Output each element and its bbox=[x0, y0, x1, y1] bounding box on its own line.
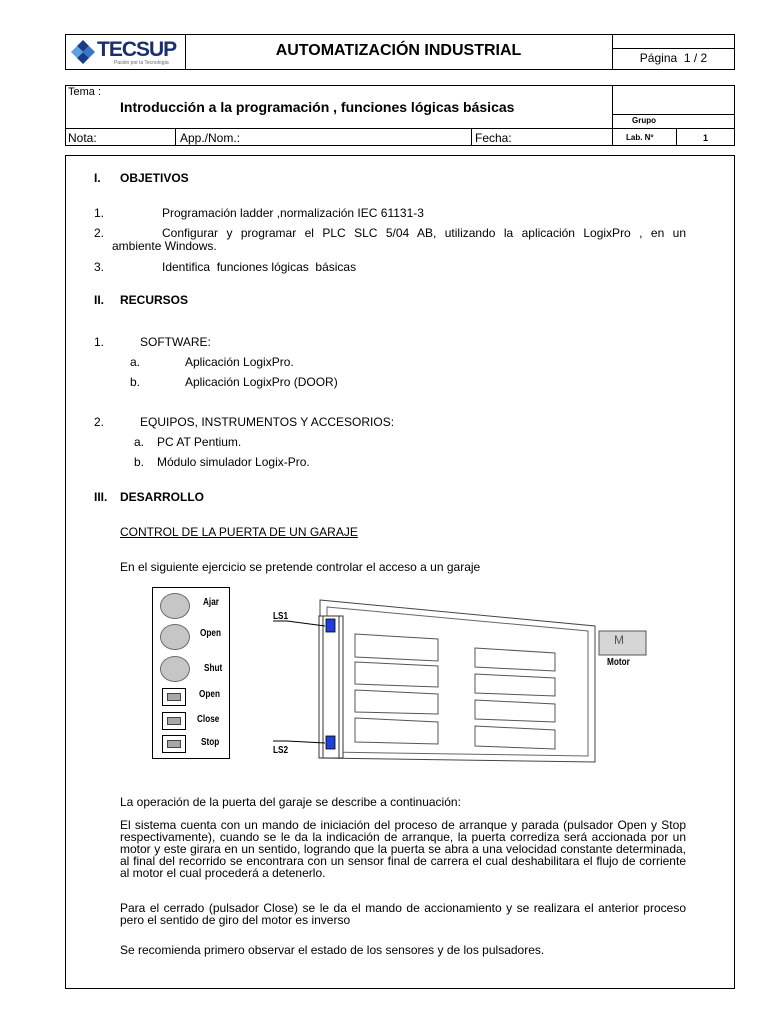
objetivo-3-number: 3. bbox=[94, 260, 105, 274]
objetivo-2-number: 2. bbox=[94, 226, 105, 240]
shut-label: Shut bbox=[204, 663, 223, 674]
tecsup-logo-icon bbox=[70, 39, 96, 65]
desarrollo-subtitle: CONTROL DE LA PUERTA DE UN GARAJE bbox=[120, 525, 358, 539]
objetivo-3-text: Identifica funciones lógicas básicas bbox=[162, 260, 357, 274]
equipos-item-a-letter: a. bbox=[134, 435, 145, 449]
ajar-button[interactable] bbox=[160, 593, 190, 619]
section-ii-number: II. bbox=[94, 293, 105, 307]
open-round-button[interactable] bbox=[160, 624, 190, 650]
stop-pushbutton[interactable] bbox=[162, 735, 186, 753]
logo-text: TECSUP bbox=[97, 38, 177, 61]
ls2-marker bbox=[326, 736, 335, 749]
software-label: SOFTWARE: bbox=[140, 335, 211, 349]
software-number: 1. bbox=[94, 335, 105, 349]
lab-label: Lab. Nº bbox=[626, 133, 654, 142]
objetivo-1-text: Programación ladder ,normalización IEC 61131-3 bbox=[162, 206, 424, 220]
objetivo-1-number: 1. bbox=[94, 206, 105, 220]
stop-pushbutton-label: Stop bbox=[201, 737, 220, 748]
close-pushbutton-label: Close bbox=[197, 714, 220, 725]
garage-door-diagram bbox=[265, 598, 665, 768]
section-ii-title: RECURSOS bbox=[120, 293, 189, 307]
nota-label: Nota: bbox=[68, 131, 97, 145]
tecsup-logo bbox=[70, 37, 180, 67]
section-iii-number: III. bbox=[94, 490, 108, 504]
open-pushbutton-label: Open bbox=[199, 689, 220, 700]
section-i-number: I. bbox=[94, 171, 101, 185]
document-title: AUTOMATIZACIÓN INDUSTRIAL bbox=[275, 42, 522, 59]
equipos-label: EQUIPOS, INSTRUMENTOS Y ACCESORIOS: bbox=[140, 415, 395, 429]
equipos-item-b-text: Módulo simulador Logix-Pro. bbox=[157, 455, 310, 469]
app-nom-label: App./Nom.: bbox=[180, 131, 241, 145]
software-item-a-text: Aplicación LogixPro. bbox=[185, 355, 294, 369]
software-item-a-letter: a. bbox=[130, 355, 141, 369]
section-iii-title: DESARROLLO bbox=[120, 490, 204, 504]
grupo-label: Grupo bbox=[632, 116, 656, 125]
ls1-label: LS1 bbox=[273, 611, 289, 622]
recommendation: Se recomienda primero observar el estado de los sensores y de los pulsadores. bbox=[120, 943, 545, 957]
tema-label: Tema : bbox=[68, 86, 102, 98]
open-pushbutton[interactable] bbox=[162, 688, 186, 706]
fecha-label: Fecha: bbox=[475, 131, 512, 145]
equipos-item-a-text: PC AT Pentium. bbox=[157, 435, 242, 449]
equipos-item-b-letter: b. bbox=[134, 455, 145, 469]
equipos-number: 2. bbox=[94, 415, 105, 429]
close-pushbutton[interactable] bbox=[162, 712, 186, 730]
page-number: Página 1 / 2 bbox=[639, 51, 708, 65]
software-item-b-letter: b. bbox=[130, 375, 141, 389]
tema-value: Introducción a la programación , funciones lógicas básicas bbox=[120, 99, 515, 115]
logo-tagline: Pasión por la Tecnología bbox=[114, 60, 169, 66]
closing-description: Para el cerrado (pulsador Close) se le da el mando de accionamiento y se realizara el anterior proceso pero el sentido de giro del motor es inverso bbox=[120, 901, 686, 927]
lab-number: 1 bbox=[702, 133, 708, 143]
software-item-b-text: Aplicación LogixPro (DOOR) bbox=[185, 375, 338, 389]
objetivo-2-continuation: ambiente Windows. bbox=[112, 239, 217, 253]
open-round-label: Open bbox=[200, 628, 221, 639]
motor-label: Motor bbox=[607, 657, 630, 668]
operation-intro: La operación de la puerta del garaje se describe a continuación: bbox=[120, 795, 461, 809]
ajar-label: Ajar bbox=[203, 597, 219, 608]
section-i-title: OBJETIVOS bbox=[120, 171, 189, 185]
ls2-label: LS2 bbox=[273, 745, 289, 756]
ls1-marker bbox=[326, 619, 335, 632]
shut-button[interactable] bbox=[160, 656, 190, 682]
objetivo-2-text: Configurar y programar el PLC SLC 5/04 AB, utilizando la aplicación LogixPro , en un bbox=[162, 226, 686, 240]
motor-symbol: M bbox=[614, 633, 624, 647]
operation-description: El sistema cuenta con un mando de iniciación del proceso de arranque y parada (pulsador Open y Stop respectivamente), cuando se le da la indicación de arranque, la puerta corrediza será accionada por un motor y este girara en un sentido, logrando que la puerta se abra a una velocidad constante determinada, al final del recorrido se encontrara con un sensor final de carrera el cual deshabilitara el flujo de corriente al motor el cual procederá a detenerlo. bbox=[120, 818, 686, 880]
desarrollo-intro: En el siguiente ejercicio se pretende controlar el acceso a un garaje bbox=[120, 560, 481, 574]
